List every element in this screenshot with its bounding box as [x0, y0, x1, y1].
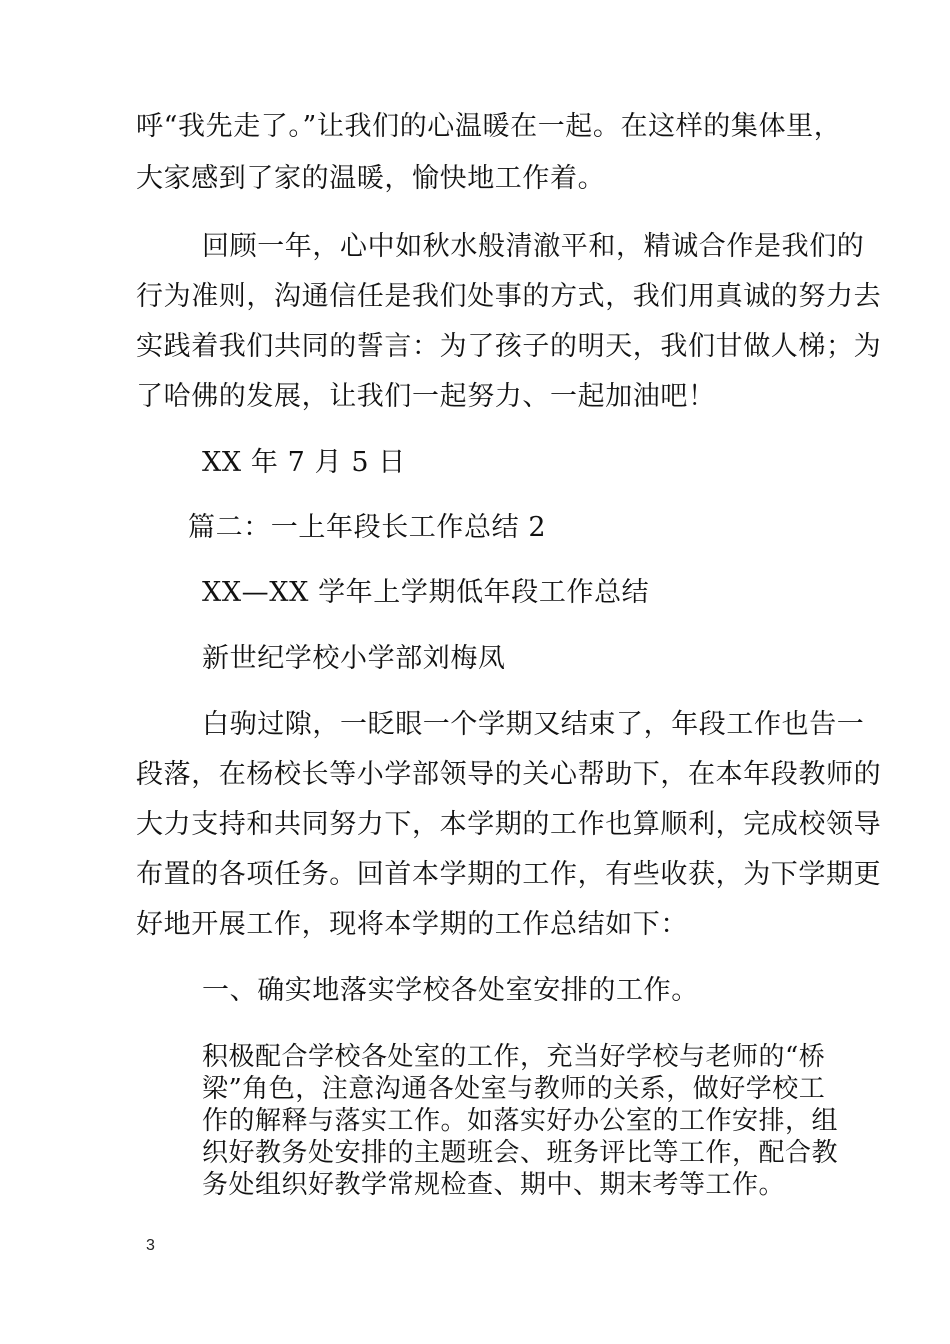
- date-line: XX 年 7 月 5 日: [202, 447, 406, 478]
- text-line: 作的解释与落实工作。如落实好办公室的工作安排，组: [202, 1106, 839, 1136]
- text-line: 白驹过隙，一眨眼一个学期又结束了，年段工作也告一: [202, 709, 865, 740]
- text-line: 布置的各项任务。回首本学期的工作，有些收获，为下学期更: [136, 859, 882, 890]
- section-heading: 篇二：一上年段长工作总结 2: [188, 512, 547, 543]
- text-line: 积极配合学校各处室的工作，充当好学校与老师的“桥: [202, 1042, 826, 1072]
- subsection-heading: 一、确实地落实学校各处室安排的工作。: [202, 975, 699, 1006]
- text-line: 大家感到了家的温暖，愉快地工作着。: [136, 163, 606, 194]
- text-line: 织好教务处安排的主题班会、班务评比等工作，配合教: [202, 1138, 839, 1168]
- text-line: 大力支持和共同努力下，本学期的工作也算顺利，完成校领导: [136, 809, 882, 840]
- text-line: 了哈佛的发展，让我们一起努力、一起加油吧！: [136, 381, 716, 412]
- page-number: 3: [146, 1237, 155, 1254]
- text-line: 好地开展工作，现将本学期的工作总结如下：: [136, 909, 688, 940]
- text-line: 行为准则，沟通信任是我们处事的方式，我们用真诚的努力去: [136, 281, 882, 312]
- text-line: 梁”角色，注意沟通各处室与教师的关系，做好学校工: [202, 1074, 826, 1104]
- text-line: 呼“我先走了。”让我们的心温暖在一起。在这样的集体里，: [136, 111, 842, 142]
- text-line: 实践着我们共同的誓言：为了孩子的明天，我们甘做人梯；为: [136, 331, 882, 362]
- text-line: 回顾一年，心中如秋水般清澈平和，精诚合作是我们的: [202, 231, 865, 262]
- report-title: XX—XX 学年上学期低年段工作总结: [202, 577, 650, 608]
- text-line: 段落，在杨校长等小学部领导的关心帮助下，在本年段教师的: [136, 759, 882, 790]
- author-line: 新世纪学校小学部刘梅凤: [202, 643, 506, 674]
- text-line: 务处组织好教学常规检查、期中、期末考等工作。: [202, 1170, 786, 1200]
